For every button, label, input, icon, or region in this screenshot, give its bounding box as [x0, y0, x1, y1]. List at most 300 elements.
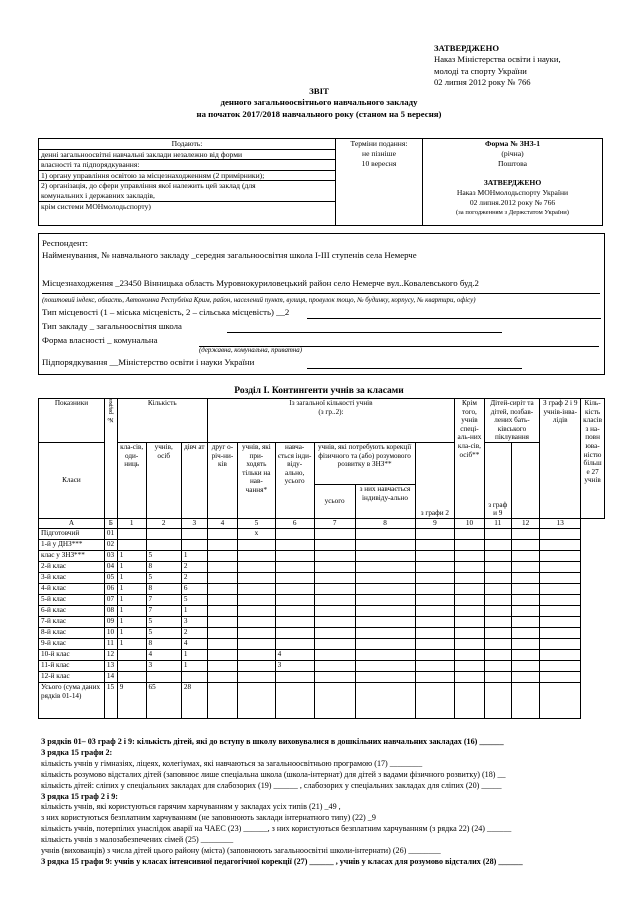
cell-empty: [511, 605, 539, 616]
row-number: 10: [104, 627, 117, 638]
row-number: 14: [104, 671, 117, 682]
row-number-label: № рядка: [106, 399, 114, 423]
cell-classes: [117, 649, 146, 660]
cell-classes: [117, 660, 146, 671]
cell-study-only: [238, 583, 275, 594]
submit-line: крім системи МОНмолодьспорту): [41, 201, 151, 211]
cell-pupils: 5: [146, 572, 181, 583]
col-label: 10: [455, 518, 484, 528]
table-row: [39, 539, 605, 550]
cell-girls: 6: [181, 583, 207, 594]
cell-classes: 1: [117, 627, 146, 638]
row-number: 12: [104, 649, 117, 660]
cell-empty: [484, 594, 511, 605]
cell-empty: [314, 528, 355, 539]
cell-empty: [355, 583, 415, 594]
col-label: 13: [540, 518, 581, 528]
cell-empty: [484, 682, 511, 718]
cell-empty: [314, 616, 355, 627]
subordination-underline: [307, 368, 522, 369]
table-row: [39, 550, 605, 561]
row-number: 07: [104, 594, 117, 605]
cell-empty: [355, 594, 415, 605]
cell-empty: [540, 649, 581, 660]
note-line: кількість розумово відсталих дітей (заповнює лише спеціальна школа (школа-інтернат) для дітей з вадами фізичного розвитку) (18) __: [41, 769, 506, 779]
cell-empty: [355, 528, 415, 539]
header-repeaters: друг о-річ-ни-ків: [207, 442, 237, 518]
submit-line: 2) організація, до сфери управління якої належить цей заклад (для: [41, 181, 256, 191]
cell-empty: [415, 627, 455, 638]
cell-empty: [484, 671, 511, 682]
cell-empty: [314, 649, 355, 660]
cell-empty: [511, 539, 539, 550]
cell-empty: [511, 528, 539, 539]
cell-study-only: [238, 671, 275, 682]
location-underline: [42, 293, 600, 294]
cell-empty: [455, 605, 484, 616]
cell-girls: 1: [181, 649, 207, 660]
cell-classes: 1: [117, 561, 146, 572]
header-from-col9: з граф и 9: [484, 442, 511, 518]
cell-repeaters: [207, 528, 237, 539]
cell-pupils: 7: [146, 594, 181, 605]
cell-classes: 1: [117, 583, 146, 594]
cell-empty: [415, 594, 455, 605]
cell-empty: [511, 572, 539, 583]
cell-empty: [314, 561, 355, 572]
cell-empty: [484, 649, 511, 660]
form-order-1: Наказ МОНмолодьспорту України: [456, 188, 569, 197]
cell-empty: [314, 671, 355, 682]
cell-empty: [355, 627, 415, 638]
header-table: [38, 138, 603, 226]
row-label: Усього (сума даних рядків 01-14): [39, 682, 105, 718]
cell-empty: [540, 594, 581, 605]
cell-girls: 2: [181, 572, 207, 583]
cell-repeaters: [207, 572, 237, 583]
cell-individual: [275, 671, 314, 682]
cell-empty: [511, 660, 539, 671]
cell-empty: [355, 682, 415, 718]
cell-study-only: [238, 561, 275, 572]
col-label: А: [39, 518, 105, 528]
cell-empty: [455, 638, 484, 649]
form-cell: [423, 139, 603, 226]
cell-empty: [455, 550, 484, 561]
row-number: 13: [104, 660, 117, 671]
cell-repeaters: [207, 682, 237, 718]
cell-pupils: [146, 671, 181, 682]
cell-empty: [355, 572, 415, 583]
cell-pupils: 8: [146, 561, 181, 572]
cell-empty: [511, 638, 539, 649]
ownership: Форма власності _ комунальна: [42, 335, 158, 345]
row-number: 08: [104, 605, 117, 616]
cell-girls: 2: [181, 627, 207, 638]
cell-girls: 3: [181, 616, 207, 627]
cell-girls: [181, 671, 207, 682]
row-label: Підготовчий: [39, 528, 105, 539]
cell-empty: [415, 561, 455, 572]
cell-empty: [314, 539, 355, 550]
col-label: 6: [275, 518, 314, 528]
cell-classes: 1: [117, 550, 146, 561]
cell-empty: [355, 550, 415, 561]
cell-empty: [484, 561, 511, 572]
cell-empty: [355, 671, 415, 682]
row-number: 09: [104, 616, 117, 627]
column-number-row: [39, 518, 605, 528]
cell-individual: [275, 682, 314, 718]
cell-pupils: 5: [146, 550, 181, 561]
cell-empty: [484, 550, 511, 561]
table-row: [39, 583, 605, 594]
note-line: З рядка 15 граф 2 і 9:: [41, 791, 118, 801]
table-row: [39, 561, 605, 572]
cell-empty: [415, 616, 455, 627]
cell-empty: [455, 682, 484, 718]
cell-empty: [415, 539, 455, 550]
row-label: 1-й у ДНЗ***: [39, 539, 105, 550]
cell-study-only: [238, 605, 275, 616]
cell-empty: [314, 605, 355, 616]
cell-repeaters: [207, 671, 237, 682]
note-line: кількість учнів з малозабезпечених сімей (25) ________: [41, 835, 234, 845]
cell-empty: [314, 638, 355, 649]
submit-line: власності та підпорядкування:: [39, 160, 335, 171]
cell-empty: [484, 583, 511, 594]
header-classes: Класи: [39, 442, 105, 518]
cell-girls: 28: [181, 682, 207, 718]
cell-empty: [415, 638, 455, 649]
cell-empty: [415, 572, 455, 583]
col-label: 11: [484, 518, 511, 528]
submit-cell: [39, 139, 336, 226]
cell-empty: [415, 649, 455, 660]
cell-girls: 1: [181, 550, 207, 561]
cell-empty: [511, 682, 539, 718]
cell-empty: [415, 528, 455, 539]
col-label: 5: [238, 518, 275, 528]
cell-pupils: [146, 539, 181, 550]
cell-individual: [275, 605, 314, 616]
header-from-col2: з графи 2: [415, 442, 455, 518]
cell-empty: [511, 616, 539, 627]
cell-empty: [415, 605, 455, 616]
approval-line-3: 02 липня 2012 року № 766: [434, 77, 531, 88]
cell-empty: [355, 660, 415, 671]
cell-empty: [455, 649, 484, 660]
cell-empty: [355, 616, 415, 627]
submit-line: комунальних і державних закладів,: [39, 191, 335, 202]
cell-classes: 1: [117, 605, 146, 616]
cell-individual: [275, 528, 314, 539]
cell-empty: [540, 561, 581, 572]
header-orphans: Дітей-сиріт та дітей, позбав-лених бать-ківського піклування: [484, 399, 540, 443]
cell-empty: [415, 550, 455, 561]
note-line: З рядка 15 графи 9: учнів у класах інтенсивної педагогічної корекції (27) ______ , учнів у класах для розумово відсталих (28) ______: [41, 856, 523, 866]
cell-individual: [275, 561, 314, 572]
cell-empty: [511, 627, 539, 638]
cell-study-only: [238, 682, 275, 718]
respondent-name: Найменування, № навчального закладу _середня загальноосвітня школа І-ІІІ ступенів села Немерче: [42, 250, 417, 260]
cell-girls: [181, 528, 207, 539]
row-label: клас у ЗНЗ***: [39, 550, 105, 561]
table-row: [39, 572, 605, 583]
cell-empty: [355, 638, 415, 649]
note-line: кількість учнів у гімназіях, ліцеях, колегіумах, які навчаються за загальноосвітньою програмою (17) ________: [41, 758, 423, 768]
col-label: 4: [207, 518, 237, 528]
cell-repeaters: [207, 616, 237, 627]
row-number: 02: [104, 539, 117, 550]
notes-block: [41, 737, 523, 868]
cell-empty: [484, 616, 511, 627]
cell-individual: [275, 572, 314, 583]
header-correction: учнів, які потребують корекції фізичного та (або) розумового розвитку в ЗНЗ**: [314, 442, 415, 484]
col-label: 12: [511, 518, 539, 528]
cell-pupils: 5: [146, 616, 181, 627]
cell-empty: [540, 638, 581, 649]
cell-individual: [275, 539, 314, 550]
form-name: Форма № ЗНЗ-1: [484, 139, 541, 148]
cell-empty: [484, 638, 511, 649]
subordination: Підпорядкування __Міністерство освіти і науки України: [42, 357, 255, 367]
header-of-total: [207, 399, 455, 443]
cell-empty: [455, 627, 484, 638]
form-approved: ЗАТВЕРДЖЕНО: [483, 178, 542, 187]
cell-repeaters: [207, 550, 237, 561]
note-line: з них користуються безплатним харчуванням (не заповнюють заклади інтернатного типу) (22) _9: [41, 813, 376, 823]
cell-classes: 1: [117, 638, 146, 649]
cell-girls: 1: [181, 605, 207, 616]
table-row: [39, 616, 605, 627]
col-label: 1: [117, 518, 146, 528]
cell-empty: [540, 583, 581, 594]
cell-empty: [484, 660, 511, 671]
row-number: 03: [104, 550, 117, 561]
cell-empty: [484, 528, 511, 539]
cell-empty: [455, 572, 484, 583]
table-row: [39, 660, 605, 671]
school-type: Тип закладу _ загальноосвітня школа: [42, 321, 182, 331]
locality-underline: [307, 318, 601, 319]
cell-empty: [415, 583, 455, 594]
note-line: кількість учнів, потерпілих унаслідок аварії на ЧАЕС (23) ______, з них користуються безплатним харчуванням (з рядка 22) (24) ______: [41, 824, 512, 834]
cell-repeaters: [207, 627, 237, 638]
cell-individual: [275, 616, 314, 627]
respondent-location: Місцезнаходження _23450 Вінницька область Муровнокуриловецький район село Немерче вул..Ковалевського буд.2: [42, 278, 479, 288]
cell-repeaters: [207, 539, 237, 550]
header-disabled: З граф 2 і 9 учнів-інва-лідів: [540, 399, 581, 519]
cell-repeaters: [207, 561, 237, 572]
header-study-only: учнів, які при-ходять тільки на нав-чання*: [238, 442, 275, 518]
cell-girls: 1: [181, 660, 207, 671]
deadline-line-2: 10 вересня: [361, 159, 397, 168]
cell-study-only: [238, 638, 275, 649]
table-row: [39, 605, 605, 616]
deadline-label: Терміни подання:: [350, 139, 408, 148]
cell-girls: [181, 539, 207, 550]
cell-empty: [540, 528, 581, 539]
row-label: 10-й клас: [39, 649, 105, 660]
locality-type: Тип місцевості (1 – міська місцевість, 2 – сільська місцевість) __2: [42, 307, 290, 317]
note-line: З рядків 01– 03 граф 2 і 9: кількість дітей, які до вступу в школу виховувалися в дошкільних навчальних закладах (16) ______: [41, 737, 504, 746]
table-row: [39, 594, 605, 605]
row-number: 04: [104, 561, 117, 572]
row-label: 7-й клас: [39, 616, 105, 627]
row-number: 15: [104, 682, 117, 718]
school-type-underline: [227, 332, 502, 333]
table-row: [39, 528, 605, 539]
cell-individual: 3: [275, 660, 314, 671]
respondent-label: Респондент:: [42, 238, 88, 248]
cell-empty: [314, 594, 355, 605]
cell-individual: [275, 583, 314, 594]
approval-block: [434, 43, 561, 89]
cell-repeaters: [207, 594, 237, 605]
section-title: Розділ І. Контингенти учнів за класами: [234, 386, 404, 396]
col-label: 9: [415, 518, 455, 528]
title-line-3: на початок 2017/2018 навчального року (станом на 5 вересня): [196, 108, 442, 119]
header-row-number: [104, 399, 117, 519]
cell-classes: [117, 528, 146, 539]
location-hint: (поштовий індекс, область, Автономна Республіка Крим, район, населений пункт, вулиця, провулок тощо, № будинку, корпусу, № квартири, офісу): [42, 297, 476, 304]
deadline-cell: [336, 139, 423, 226]
title-line-2: денного загальноосвітнього навчального закладу: [220, 97, 418, 108]
row-label: 8-й клас: [39, 627, 105, 638]
cell-pupils: 65: [146, 682, 181, 718]
approval-heading: ЗАТВЕРДЖЕНО: [434, 43, 500, 53]
cell-classes: [117, 539, 146, 550]
cell-repeaters: [207, 660, 237, 671]
cell-pupils: 4: [146, 649, 181, 660]
cell-empty: [540, 550, 581, 561]
cell-empty: [314, 627, 355, 638]
cell-repeaters: [207, 605, 237, 616]
cell-empty: [540, 660, 581, 671]
cell-empty: [484, 605, 511, 616]
cell-study-only: [238, 660, 275, 671]
cell-empty: [314, 583, 355, 594]
cell-pupils: 8: [146, 638, 181, 649]
report-title: [0, 86, 638, 120]
row-number: 11: [104, 638, 117, 649]
cell-empty: [511, 671, 539, 682]
form-period: (річна): [501, 149, 524, 158]
cell-classes: [117, 671, 146, 682]
cell-empty: [511, 583, 539, 594]
of-total-sub: (з гр..2):: [318, 407, 344, 416]
respondent-block: [38, 233, 605, 375]
cell-empty: [415, 660, 455, 671]
row-label: 6-й клас: [39, 605, 105, 616]
cell-empty: [455, 561, 484, 572]
form-delivery: Поштова: [498, 159, 527, 168]
cell-empty: [540, 572, 581, 583]
header-correction-total: усього: [314, 484, 355, 518]
cell-classes: 1: [117, 616, 146, 627]
cell-empty: [540, 682, 581, 718]
cell-empty: [455, 616, 484, 627]
cell-empty: [314, 660, 355, 671]
cell-girls: 4: [181, 638, 207, 649]
cell-pupils: 8: [146, 583, 181, 594]
approval-line-2: молоді та спорту України: [434, 65, 527, 76]
note-line: учнів (вихованців) з числа дітей цього району (міста) (заповнюють загальноосвітні школи-інтернати) (26) ________: [41, 846, 441, 856]
cell-classes: 1: [117, 594, 146, 605]
cell-empty: [455, 528, 484, 539]
row-label: 9-й клас: [39, 638, 105, 649]
submit-label: Подають:: [39, 139, 335, 150]
row-label: 5-й клас: [39, 594, 105, 605]
header-correction-individual: з них навчається індивіду-ально: [355, 484, 415, 518]
approval-line-1: Наказ Міністерства освіти і науки,: [434, 54, 561, 65]
row-label: 12-й клас: [39, 671, 105, 682]
submit-line: 1) органу управління освітою за місцезнаходженням (2 примірники);: [39, 171, 335, 182]
cell-individual: [275, 550, 314, 561]
cell-classes: 1: [117, 572, 146, 583]
cell-empty: [540, 616, 581, 627]
cell-empty: [314, 572, 355, 583]
row-label: 2-й клас: [39, 561, 105, 572]
table-row: [39, 649, 605, 660]
cell-girls: 5: [181, 594, 207, 605]
note-line: кількість дітей: сліпих у спеціальних закладах для слабозорих (19) ______ , слабозорих у спеціальних закладах для сліпих (20) _____: [41, 780, 502, 790]
cell-repeaters: [207, 649, 237, 660]
form-order-2: 02 липня.2012 року № 766: [469, 198, 556, 207]
submit-line: денні загальноосвітні навчальні заклади незалежно від форми: [39, 150, 335, 161]
cell-empty: [455, 583, 484, 594]
cell-empty: [511, 561, 539, 572]
cell-empty: [355, 605, 415, 616]
cell-pupils: 3: [146, 660, 181, 671]
cell-empty: [455, 594, 484, 605]
cell-study-only: [238, 539, 275, 550]
cell-empty: [484, 539, 511, 550]
note-line: З рядка 15 графи 2:: [41, 747, 113, 757]
header-large-classes: Кіль-кість класів з на-повн юва-ністю більш е 27 учнів: [581, 399, 605, 519]
header-pupils: учнів, осіб: [146, 442, 181, 518]
cell-empty: [415, 671, 455, 682]
cell-study-only: [238, 649, 275, 660]
title-line-1: ЗВІТ: [309, 86, 329, 96]
row-number: 05: [104, 572, 117, 583]
ownership-hint: (державна, комунальна, приватна): [199, 347, 303, 354]
cell-empty: [355, 561, 415, 572]
cell-empty: [540, 627, 581, 638]
cell-empty: [484, 627, 511, 638]
row-label: 11-й клас: [39, 660, 105, 671]
col-label: Б: [104, 518, 117, 528]
cell-study-only: [238, 594, 275, 605]
row-label: 4-й клас: [39, 583, 105, 594]
table-row: [39, 671, 605, 682]
col-label: 3: [181, 518, 207, 528]
cell-empty: [314, 550, 355, 561]
cell-pupils: [146, 528, 181, 539]
cell-empty: [455, 539, 484, 550]
col-label: 2: [146, 518, 181, 528]
cell-pupils: 5: [146, 627, 181, 638]
cell-empty: [540, 671, 581, 682]
cell-empty: [455, 660, 484, 671]
form-order-3: (за погодженням з Держстатом України): [455, 209, 570, 216]
cell-empty: [415, 682, 455, 718]
header-count: Кількість: [117, 399, 207, 443]
cell-empty: [511, 649, 539, 660]
cell-empty: [455, 671, 484, 682]
cell-empty: [540, 605, 581, 616]
